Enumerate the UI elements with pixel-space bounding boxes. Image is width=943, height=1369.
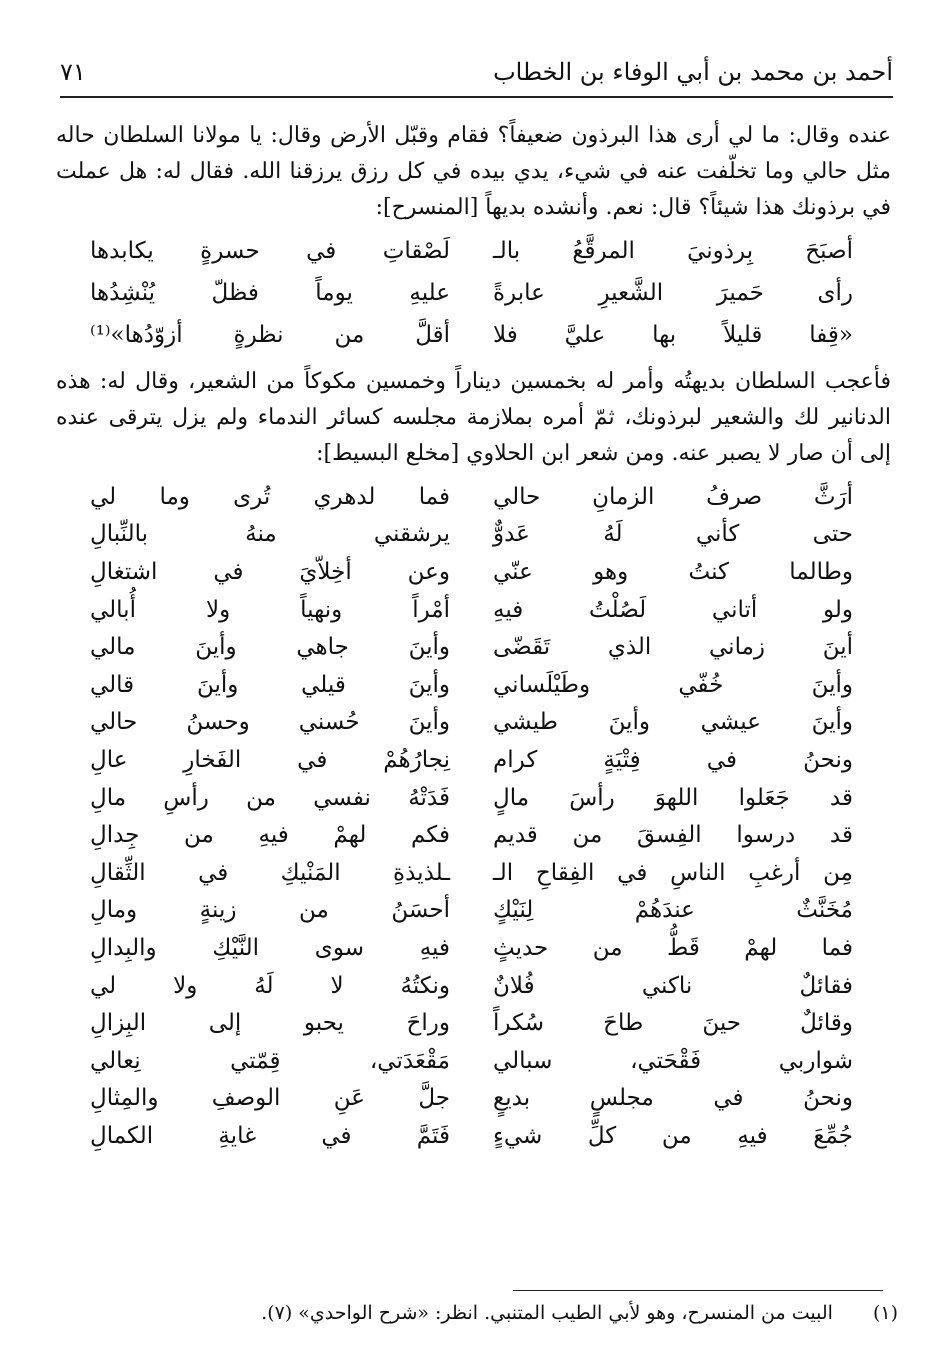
first-hemistich: شواربي فَقْحَتي، سبالي bbox=[493, 1047, 853, 1074]
paragraph-2: فأعجب السلطان بديهتُه وأمر له بخمسين ديناراً وخمسين مكوكاً من الشعير، وقال له: هذه الدنانير لك والشعير لبرذونك، ثمّ أمره بملازمة مجلسه كسائر الندماء ولم يزل يترقى عنده إلى أن صار لا يصبر عنه. ومن شعر ابن الحلاوي [مخلع البسيط]: bbox=[56, 369, 891, 466]
second-hemistich: فَتَمَّ في غايةِ الكمالِ bbox=[90, 1122, 450, 1149]
first-hemistich: مِن أرغبِ الناسِ في الفِقاحِ الـ bbox=[493, 859, 853, 886]
running-header bbox=[60, 52, 893, 92]
verse-line bbox=[90, 741, 853, 779]
second-hemistich: مَقْعَدَتي، قِمّتي نِعالي bbox=[90, 1047, 450, 1074]
verse-line bbox=[90, 779, 853, 817]
second-hemistich: وراحَ يحبو إلى البِزالِ bbox=[90, 1010, 450, 1037]
second-hemistich: فما لدهري تُرى وما لي bbox=[90, 483, 450, 510]
poem-munsarih bbox=[90, 230, 853, 356]
second-hemistich: وأينَ حُسني وحسنُ حالي bbox=[90, 709, 450, 736]
first-hemistich: جُمِّعَ فيهِ من كلِّ شيءٍ bbox=[493, 1122, 853, 1149]
verse-line bbox=[90, 478, 853, 516]
first-hemistich: وأينَ خُفّي وطَيْلَساني bbox=[493, 671, 853, 698]
second-hemistich: ونكتُهُ لا لَهُ ولا لي bbox=[90, 972, 450, 999]
second-hemistich: جلَّ عَنِ الوصفِ والمِثالِ bbox=[90, 1085, 450, 1112]
verse-line bbox=[90, 628, 853, 666]
first-hemistich: أصبَحَ بِرذونيَ المرقَّعُ بالـ bbox=[493, 238, 853, 264]
verse-line bbox=[90, 272, 853, 314]
verse-line bbox=[90, 1080, 853, 1118]
second-hemistich: لَصْقاتِ في حسرةٍ يكابدها bbox=[90, 238, 450, 264]
verse-line bbox=[90, 591, 853, 629]
verse-line bbox=[90, 929, 853, 967]
second-hemistich: عليهِ يوماً فظلّ يُنْشِدُها bbox=[90, 280, 450, 306]
footnote bbox=[200, 1302, 898, 1324]
second-hemistich: أحسَنُ من زينةٍ ومالِ bbox=[90, 897, 450, 924]
verse-line bbox=[90, 553, 853, 591]
first-hemistich: ونحنُ في مجلسٍ بديعٍ bbox=[493, 1085, 853, 1112]
first-hemistich: قد جَعَلوا اللهوَ رأسَ مالٍ bbox=[493, 784, 853, 811]
second-hemistich: يرشقني منهُ بالنِّبالِ bbox=[90, 521, 450, 548]
verse-line bbox=[90, 516, 853, 554]
second-hemistich: وأينَ جاهي وأينَ مالي bbox=[90, 634, 450, 661]
poem-ibn-al-halawi bbox=[90, 478, 853, 1155]
first-hemistich: وأينَ عيشي وأينَ طيشي bbox=[493, 709, 853, 736]
second-hemistich: فَدَتْهُ نفسي من رأسِ مالِ bbox=[90, 784, 450, 811]
verse-line bbox=[90, 314, 853, 356]
first-hemistich: حتى كأني لَهُ عَدوٌّ bbox=[493, 521, 853, 548]
first-hemistich: «قِفا قليلاً بها عليَّ فلا bbox=[493, 322, 853, 348]
first-hemistich: وقائلٌ حينَ طاحَ سُكراً bbox=[493, 1010, 853, 1037]
footnote-number: (١) bbox=[872, 1302, 898, 1324]
first-hemistich: وطالما كنتُ وهو عنّي bbox=[493, 558, 853, 585]
first-hemistich: فقائلٌ ناكني فُلانٌ bbox=[493, 972, 853, 999]
verse-line bbox=[90, 967, 853, 1005]
running-title: أحمد بن محمد بن أبي الوفاء بن الخطاب bbox=[493, 58, 893, 86]
second-hemistich: أقلَّ من نظرةٍ أزوّدُها»⁽¹⁾ bbox=[90, 322, 450, 348]
first-hemistich: ونحنُ في فِتْيَةٍ كرام bbox=[493, 746, 853, 773]
verse-line bbox=[90, 666, 853, 704]
verse-line bbox=[90, 704, 853, 742]
verse-line bbox=[90, 1004, 853, 1042]
verse-line bbox=[90, 816, 853, 854]
paragraph-1: عنده وقال: ما لي أرى هذا البرذون ضعيفاً؟ فقام وقبّل الأرض وقال: يا مولانا السلطان حاله مثل حالي وما تخلّفت عنه في شيء، يدي بيده في كل رزق يرزقنا الله. فقال له: هل عملت في برذونك هذا شيئاً؟ قال: نعم. وأنشده بديهاً [المنسرح]: bbox=[56, 123, 891, 220]
verse-line bbox=[90, 892, 853, 930]
page-number: ٧١ bbox=[60, 58, 86, 86]
first-hemistich: رأى حَميرَ الشَّعيرِ عابرةً bbox=[493, 280, 853, 306]
verse-line bbox=[90, 1042, 853, 1080]
verse-line bbox=[90, 854, 853, 892]
footnote-rule bbox=[513, 1290, 883, 1291]
second-hemistich: ـلذيذةِ المَنْيكِ في الثِّقالِ bbox=[90, 859, 450, 886]
second-hemistich: فكم لهمْ فيهِ من جِدالِ bbox=[90, 822, 450, 849]
header-rule bbox=[60, 96, 893, 98]
second-hemistich: فيهِ سوى النَّيْكِ والبِدالِ bbox=[90, 934, 450, 961]
verse-line bbox=[90, 230, 853, 272]
first-hemistich: مُخَنَّثٌ عندَهُمْ لِنَيْكٍ bbox=[493, 897, 853, 924]
first-hemistich: قد درسوا الفِسقَ من قديم bbox=[493, 822, 853, 849]
footnote-text: البيت من المنسرح، وهو لأبي الطيب المتنبي. انظر: «شرح الواحدي» (٧). bbox=[261, 1302, 833, 1324]
second-hemistich: وعن أخِلاّيَ في اشتغالِ bbox=[90, 558, 450, 585]
first-hemistich: أرَثَّ صرفُ الزمانِ حالي bbox=[493, 483, 853, 510]
second-hemistich: أمْراً ونهياً ولا أُبالي bbox=[90, 596, 450, 623]
first-hemistich: فما لهمْ قَطُّ من حديثٍ bbox=[493, 934, 853, 961]
first-hemistich: ولو أتاني لَصُلْتُ فيهِ bbox=[493, 596, 853, 623]
verse-line bbox=[90, 1117, 853, 1155]
second-hemistich: وأينَ قيلي وأينَ قالي bbox=[90, 671, 450, 698]
first-hemistich: أينَ زماني الذي تَقَضّى bbox=[493, 634, 853, 661]
second-hemistich: نِجارُهُمْ في الفَخارِ عالِ bbox=[90, 746, 450, 773]
